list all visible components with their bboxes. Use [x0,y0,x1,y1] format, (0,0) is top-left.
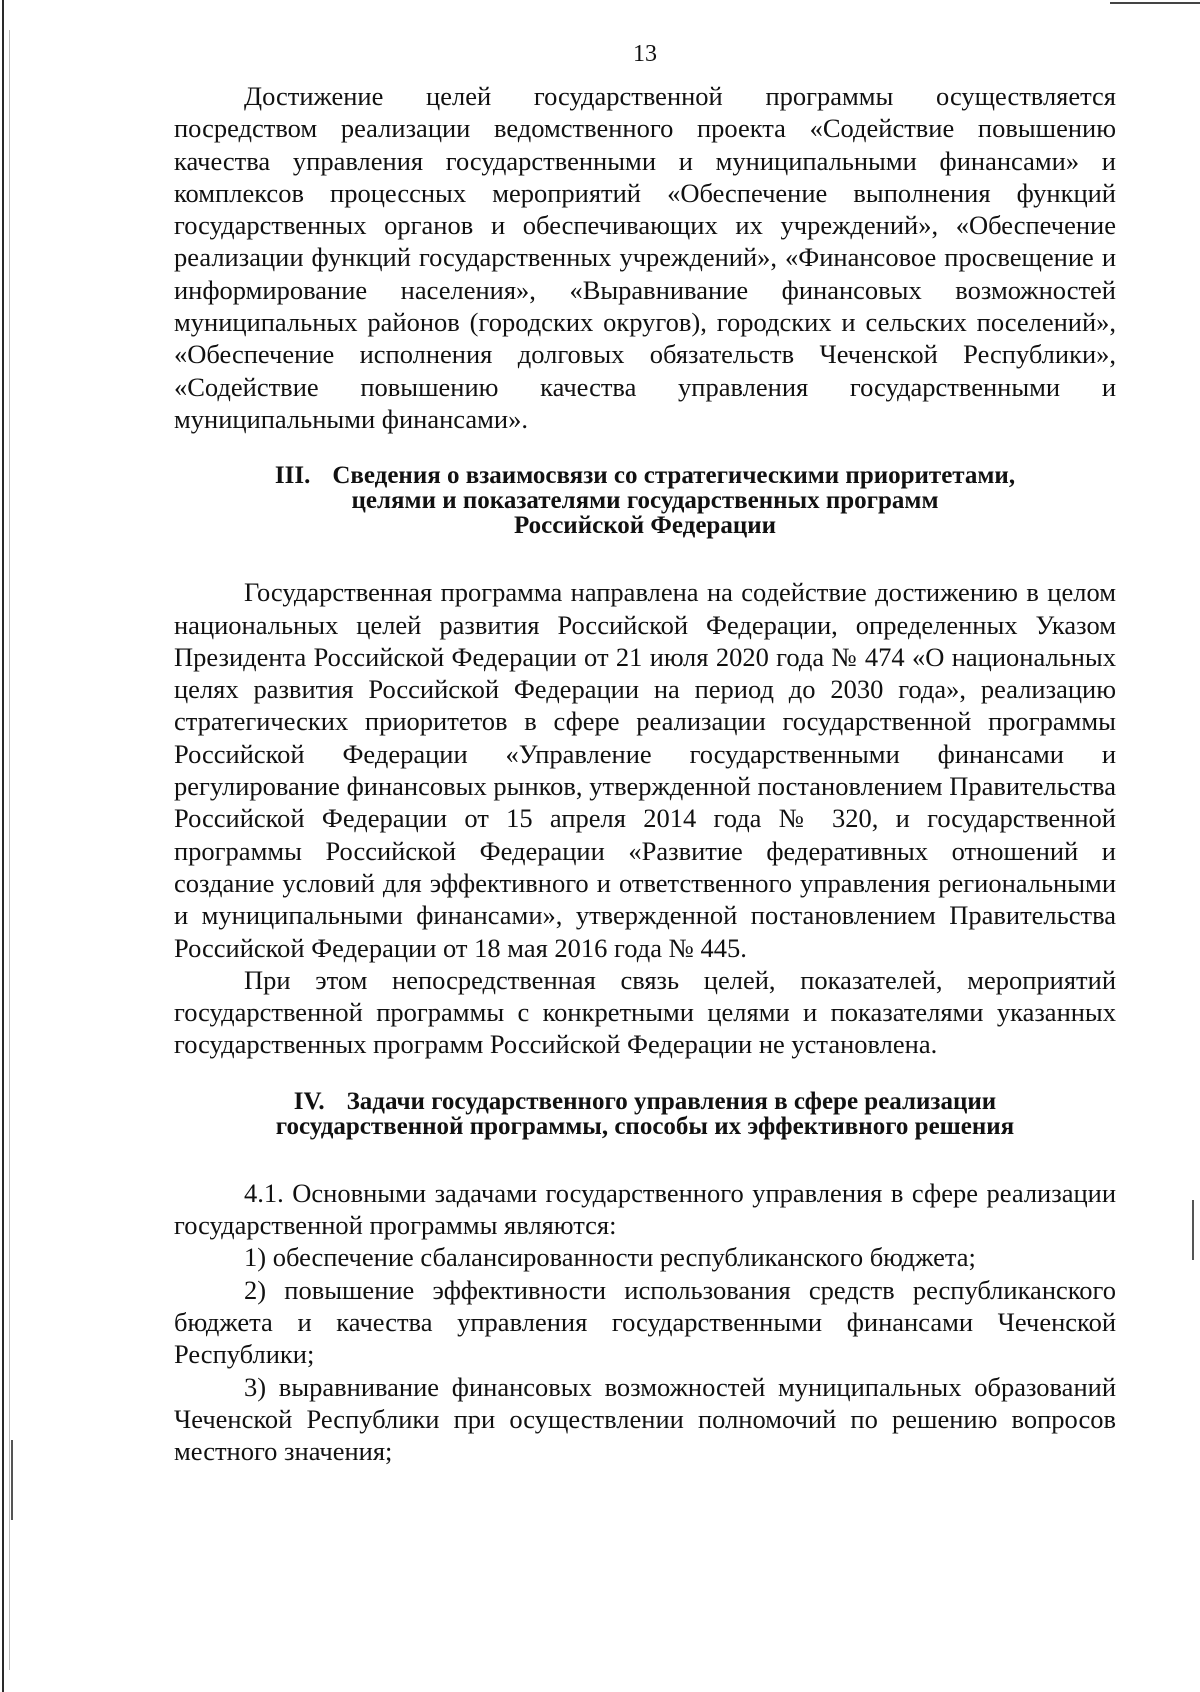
section-3-title-1: Сведения о взаимосвязи со стратегическими приоритетами, [332,462,1016,490]
paragraph-main-tasks: 4.1. Основными задачами государственного управления в сфере реализации государственной программы являются: [174,1177,1116,1241]
section-3-title-2: целями и показателями государственных программ [351,487,939,515]
section-3-heading [174,463,1116,538]
list-item-3: 3) выравнивание финансовых возможностей муниципальных образований Чеченской Республики при осуществлении полномочий по решению вопросов местного значения; [174,1371,1116,1467]
section-3-number: III. [274,462,311,490]
list-item-1: 1) обеспечение сбалансированности республиканского бюджета; [244,1242,976,1273]
section-3-heading-line-1 [174,463,1116,488]
section-4-title-1: Задачи государственного управления в сфере реализации [346,1087,997,1115]
section-4-number: IV. [293,1087,325,1115]
scan-artifact-left [11,1440,13,1520]
section-4-heading-line-1 [174,1089,1116,1114]
paragraph-national-goals: Государственная программа направлена на содействие достижению в целом национальных целей развития Российской Федерации, определенных Указом Президента Российской Федерации от 21 июля 2020 года № 474 «О национальных целях развития Российской Федерации на период до 2030 года», реализацию стратегических приоритетов в сфере реализации государственной программы Российской Федерации «Управление государственными финансами и регулирование финансовых рынков, утвержденной постановлением Правительства Российской Федерации от 15 апреля 2014 года № 320, и государственной программы Российской Федерации «Развитие федеративных отношений и создание условий для эффективного и ответственного управления региональными и муниципальными финансами», утвержденной постановлением Правительства Российской Федерации от 18 мая 2016 года № 445. [174,577,1116,963]
section-4-title-2: государственной программы, способы их эффективного решения [275,1112,1015,1140]
section-3-title-3: Российской Федерации [513,512,777,540]
scan-left-edge-inner [9,30,10,1670]
page-number: 13 [633,41,657,67]
document-page [174,38,1116,1467]
section-4-heading [174,1089,1116,1139]
paragraph-program-goals: Достижение целей государственной программы осуществляется посредством реализации ведомственного проекта «Содействие повышению качества управления государственными и муниципальными финансами» и комплексов процессных мероприятий «Обеспечение выполнения функций государственных органов и обеспечивающих их учреждений», «Обеспечение реализации функций государственных учреждений», «Финансовое просвещение и информирование населения», «Выравнивание финансовых возможностей муниципальных районов (городских округов), городских и сельских поселений», «Обеспечение исполнения долговых обязательств Чеченской Республики», «Содействие повышению качества управления государственными и муниципальными финансами». [174,81,1116,434]
scan-artifact-right [1192,1200,1194,1260]
scan-left-edge [2,0,4,1692]
list-item-2: 2) повышение эффективности использования средств республиканского бюджета и качества управления государственными финансами Чеченской Республики; [174,1274,1116,1370]
paragraph-no-direct-link: При этом непосредственная связь целей, показателей, мероприятий государственной программы с конкретными целями и показателями указанных государственных программ Российской Федерации не установлена. [174,964,1116,1060]
scan-top-edge [1110,2,1200,4]
